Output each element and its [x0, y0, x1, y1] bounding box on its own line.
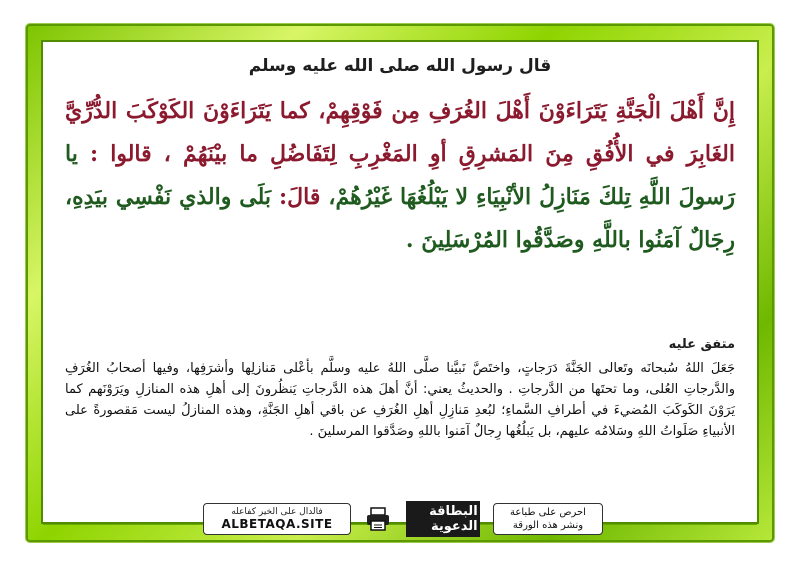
printer-icon	[364, 504, 392, 534]
commentary-text: جَعَلَ اللهُ سُبحانَه وتَعالى الجَنَّةَ دَرَجاتٍ، واختَصَّ نَبيَّنا صلَّى اللهُ عليه وسلَّم بأعْلى مَنازلِها وأشرَفِها، وفيها أصحابُ الغُرَفِ والدَّرجاتِ العُلى، وما تحتَها من الدَّرجاتِ . والحديثُ يعني: أنَّ أهلَ هذه الدَّرجاتِ يَنظُرونَ إلى أهلِ هذه المنازلِ ويَرَوْنَهم كما يَرَوْنَ الكَوكَبَ المُضيءَ في أطرافِ السَّماءِ؛ لبُعدِ مَنازِلِ أهلِ الغُرَفِ عن باقي أهلِ الجَنَّةِ، وهذه المنازلُ ليست مَقصورةً على الأنبياءِ صَلَواتُ اللهِ وسَلامُه عليهم، بل يَبلُغُها رِجالٌ آمَنوا باللهِ وصَدَّقوا المرسلينَ .	[65, 361, 735, 439]
content-panel	[43, 42, 757, 522]
hadith-source: متفق عليه	[668, 337, 735, 352]
hadith-part-1: إِنَّ أَهْلَ الْجَنَّةِ يَتَرَاءَوْنَ أَهْلَ الغُرَفِ مِن فَوْقِهِمْ، كما يَتَرَاءَوْنَ الكَوْكَبَ الدُّرِّيَّ الغَابِرَ في الأُفُقِ مِنَ المَشرِقِ أوِ المَغْرِبِ لِتَفَاضُلِ ما بيْنَهُمْ ، قالوا :	[65, 98, 735, 167]
hadith-part-3: قالَ:	[271, 184, 321, 210]
logo: البطاقة الدعوية	[406, 501, 480, 537]
footer-bar	[203, 500, 603, 538]
site-link[interactable]: ALBETAQA.SITE	[221, 517, 333, 531]
site-box	[203, 503, 351, 535]
hadith-part-2: يا رَسولَ اللَّهِ تِلكَ مَنَازِلُ الأنْبِيَاءِ لا يَبْلُغُهَا غَيْرُهُمْ،	[65, 141, 735, 210]
site-note: فالدال على الخير كفاعله	[231, 507, 323, 517]
print-note-box	[493, 503, 603, 535]
print-note-line-2: ونشر هذه الورقة	[512, 520, 584, 531]
intro-text: قال رسول الله صلى الله عليه وسلم	[248, 56, 552, 76]
print-note-line-1: احرص على طباعة	[510, 507, 586, 518]
hadith-part-4: بَلَى والذي نَفْسِي بيَدِهِ، رِجَالٌ آمَنُوا باللَّهِ وصَدَّقُوا المُرْسَلِينَ .	[65, 184, 735, 253]
hadith-text	[65, 90, 735, 262]
